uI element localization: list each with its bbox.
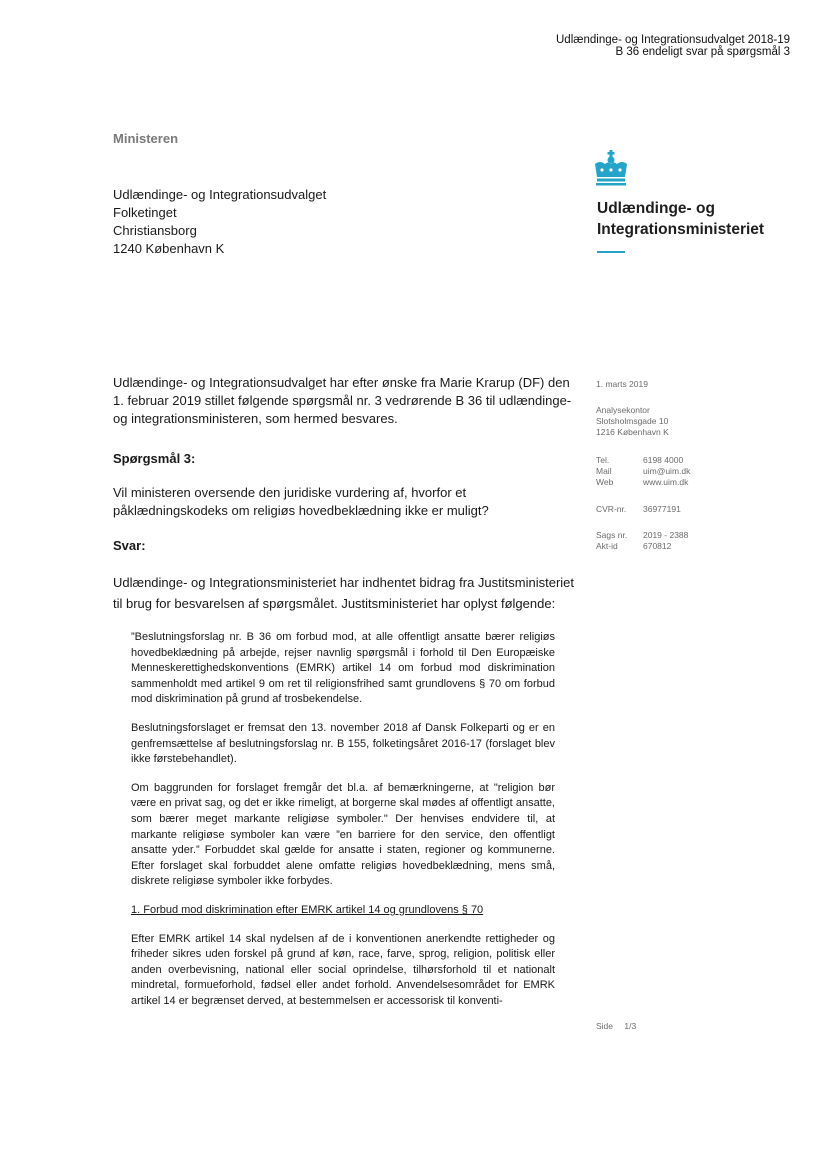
question-heading: Spørgsmål 3: (113, 451, 196, 466)
address-line: Christiansborg (113, 223, 197, 238)
quoted-statement (131, 630, 555, 1022)
akt-value: 670812 (643, 541, 672, 551)
contact-value: www.uim.dk (643, 477, 689, 487)
akt-label: Akt-id (596, 541, 618, 551)
page-number (596, 1021, 636, 1031)
intro-paragraph: Udlændinge- og Integrationsudvalget har efter ønske fra Marie Krarup (DF) den 1. februar 2019 stillet følgende spørgsmål nr. 3 vedrørende B 36 til udlændinge- og integrationsministeren, som hermed besvares. (113, 375, 572, 426)
contact-info (596, 455, 690, 488)
case-info (596, 530, 688, 552)
reference-line-2: B 36 endeligt svar på spørgsmål 3 (615, 46, 790, 58)
quote-paragraph: Om baggrunden for forslaget fremgår det bl.a. af bemærkningerne, at "religion bør være en privat sag, og det er ikke rimeligt, at borgerne skal mødes af offentligt ansatte, som bærer meget markante religiøse symboler." Der henvises endvidere til, at markante religiøse symboler kan være ”en barriere for den service, den offentligt ansatte yder.” Forbuddet skal gælde for ansatte i staten, regioner og kommunerne. Efter forslaget skal forbuddet alene omfatte religiøs hovedbeklædning, mens små, diskrete religiøse symboler ikke forbydes. (131, 781, 555, 888)
sender-label: Ministeren (113, 131, 179, 146)
office-name: Analysekontor (596, 405, 650, 415)
cvr-label: CVR-nr. (596, 504, 627, 514)
cvr-value: 36977191 (643, 504, 681, 514)
document-reference (556, 34, 790, 58)
office-city: 1216 København K (596, 427, 669, 437)
recipient-address (113, 186, 326, 258)
akt-row (596, 541, 688, 552)
quote-paragraph: Beslutningsforslaget er fremsat den 13. november 2018 af Dansk Folkeparti og er en genfremsættelse af beslutningsforslag nr. B 155, folketingsåret 2016-17 (forslaget blev ikke førstebehandlet). (131, 721, 555, 766)
ministry-name-line-1: Udlændinge- og (597, 200, 715, 217)
ministry-accent-line (597, 251, 625, 253)
case-label: Sags nr. (596, 530, 628, 540)
section-heading: 1. Forbud mod diskrimination efter EMRK artikel 14 og grundlovens § 70 (131, 903, 484, 916)
answer-heading: Svar: (113, 538, 146, 553)
letter-date: 1. marts 2019 (596, 379, 648, 389)
reference-line-1: Udlændinge- og Integrationsudvalget 2018-19 (556, 34, 790, 46)
ministry-logo-text (597, 198, 764, 240)
question-text: Vil ministeren oversende den juridiske vurdering af, hvorfor et påklædningskodeks om religiøs hovedbeklædning ikke er muligt? (113, 485, 489, 518)
contact-value: uim@uim.dk (643, 466, 691, 476)
page-value: 1/3 (624, 1021, 637, 1031)
address-line: Folketinget (113, 205, 177, 220)
contact-label: Mail (596, 466, 612, 476)
ministry-name-line-2: Integrationsministeriet (597, 221, 765, 238)
quote-paragraph: Efter EMRK artikel 14 skal nydelsen af de i konventionen anerkendte rettigheder og friheder sikres uden forskel på grund af køn, race, farve, sprog, religion, politisk eller anden overbevisning, national eller social oprindelse, tilhørsforhold til et nationalt mindretal, formueforhold, fødsel eller andet forhold. Anvendelsesområdet for EMRK artikel 14 er begrænset derved, at bestemmelsen er accessorisk til konventi- (131, 932, 555, 1007)
answer-text: Udlændinge- og Integrationsministeriet har indhentet bidrag fra Justitsministeriet til brug for besvarelsen af spørgsmålet. Justitsministeriet har oplyst følgende: (113, 575, 575, 611)
contact-value: 6198 4000 (643, 455, 684, 465)
cvr-row (596, 504, 681, 515)
contact-row-mail (596, 466, 690, 477)
crown-icon (592, 150, 630, 186)
address-line: 1240 København K (113, 241, 225, 256)
contact-label: Web (596, 477, 614, 487)
office-address (596, 405, 669, 438)
address-line: Udlændinge- og Integrationsudvalget (113, 187, 327, 202)
office-street: Slotsholmsgade 10 (596, 416, 669, 426)
contact-row-phone (596, 455, 690, 466)
quote-paragraph: ”Beslutningsforslag nr. B 36 om forbud mod, at alle offentligt ansatte bærer religiøs hovedbeklædning på arbejde, rejser navnlig spørgsmål i forhold til Den Europæiske Menneskerettighedskonventions (EMRK) artikel 14 om forbud mod diskrimination sammenholdt med artikel 9 om ret til religionsfrihed samt grundlovens § 70 om forbud mod diskrimination på grund af trosbekendelse. (131, 631, 555, 706)
case-row (596, 530, 688, 541)
cvr-info (596, 504, 681, 515)
case-value: 2019 - 2388 (643, 530, 689, 540)
contact-label: Tel. (596, 455, 610, 465)
contact-row-web (596, 477, 690, 488)
page-label: Side (596, 1021, 614, 1031)
